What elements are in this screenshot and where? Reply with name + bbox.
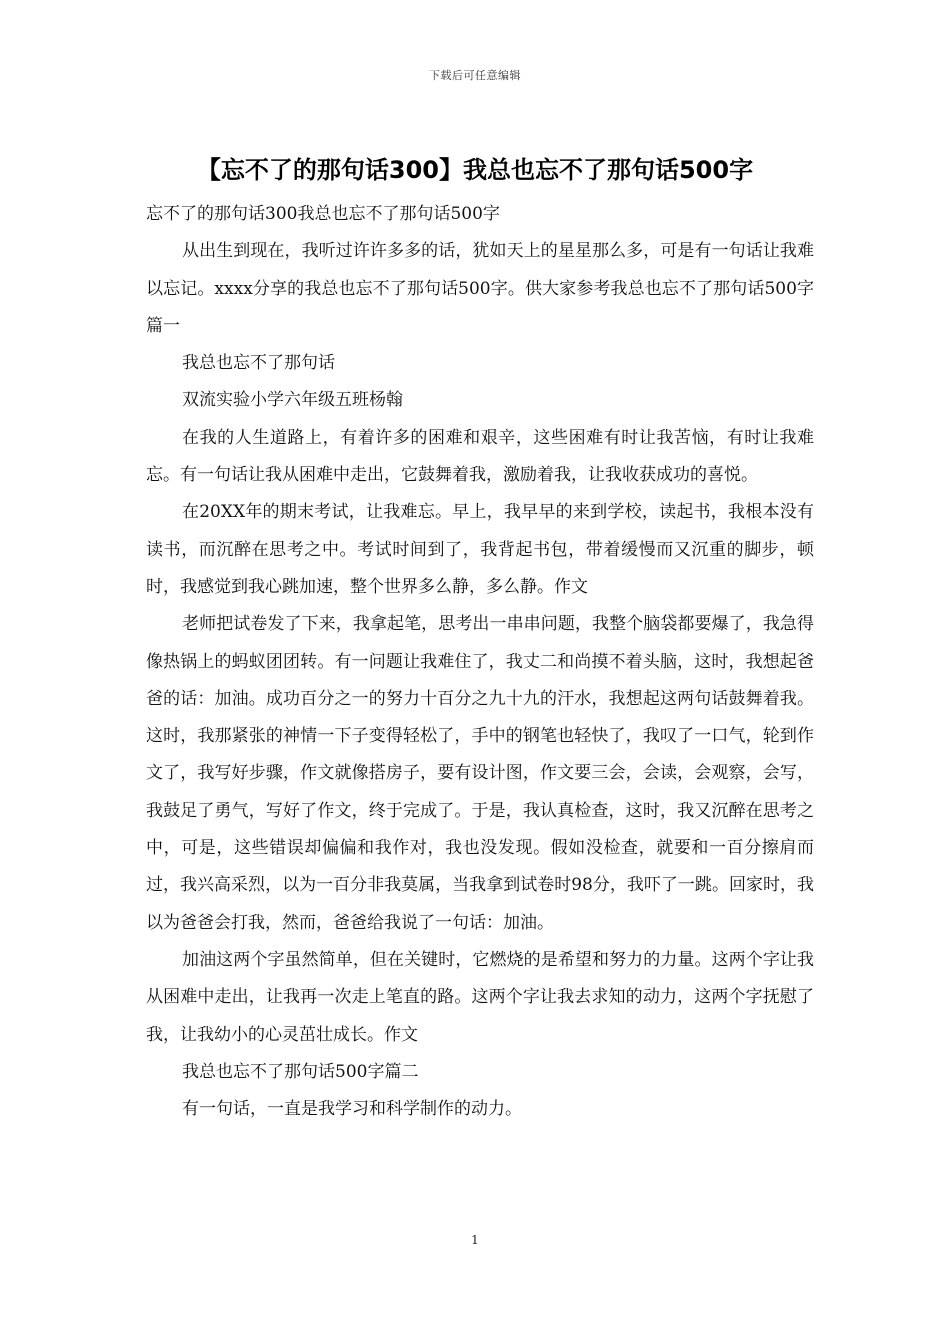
section-heading: 我总也忘不了那句话 — [182, 353, 335, 374]
page-number: 1 — [471, 1233, 479, 1247]
header-note: 下载后可任意编辑 — [429, 69, 521, 82]
document-body — [146, 196, 814, 1128]
author-line: 双流实验小学六年级五班杨翰 — [182, 390, 403, 411]
body-paragraph: 在20XX年的期末考试，让我难忘。早上，我早早的来到学校，读起书，我根本没有读书，而沉醉在思考之中。考试时间到了，我背起书包，带着缓慢而又沉重的脚步，顿时，我感觉到我心跳加速，整个世界多么静，多么静。作文 — [146, 502, 814, 597]
body-paragraph: 有一句话，一直是我学习和科学制作的动力。 — [182, 1099, 522, 1120]
body-paragraph: 在我的人生道路上，有着许多的困难和艰辛，这些困难有时让我苦恼，有时让我难忘。有一句话让我从困难中走出，它鼓舞着我，激励着我，让我收获成功的喜悦。 — [146, 427, 814, 486]
body-paragraph: 从出生到现在，我听过许许多多的话，犹如天上的星星那么多，可是有一句话让我难以忘记。xxxx分享的我总也忘不了那句话500字。供大家参考我总也忘不了那句话500字篇一 — [146, 241, 814, 336]
body-paragraph: 加油这两个字虽然简单，但在关键时，它燃烧的是希望和努力的力量。这两个字让我从困难中走出，让我再一次走上笔直的路。这两个字让我去求知的动力，这两个字抚慰了我，让我幼小的心灵茁壮成长。作文 — [146, 949, 814, 1045]
body-paragraph: 老师把试卷发了下来，我拿起笔，思考出一串串问题，我整个脑袋都要爆了，我急得像热锅上的蚂蚁团团转。有一问题让我难住了，我丈二和尚摸不着头脑，这时，我想起爸爸的话：加油。成功百分之一的努力十百分之九十九的汗水，我想起这两句话鼓舞着我。这时，我那紧张的神情一下子变得轻松了，手中的钢笔也轻快了，我叹了一口气，轮到作文了，我写好步骤，作文就像搭房子，要有设计图，作文要三会，会读，会观察，会写，我鼓足了勇气，写好了作文，终于完成了。于是，我认真检查，这时，我又沉醉在思考之中，可是，这些错误却偏偏和我作对，我也没发现。假如没检查，就要和一百分擦肩而过，我兴高采烈，以为一百分非我莫属，当我拿到试卷时98分，我吓了一跳。回家时，我以为爸爸会打我，然而，爸爸给我说了一句话：加油。 — [146, 614, 814, 933]
section-heading: 我总也忘不了那句话500字篇二 — [182, 1061, 419, 1082]
document-title: 【忘不了的那句话300】我总也忘不了那句话500字 — [196, 156, 754, 184]
subtitle-paragraph: 忘不了的那句话300我总也忘不了那句话500字 — [146, 204, 500, 224]
